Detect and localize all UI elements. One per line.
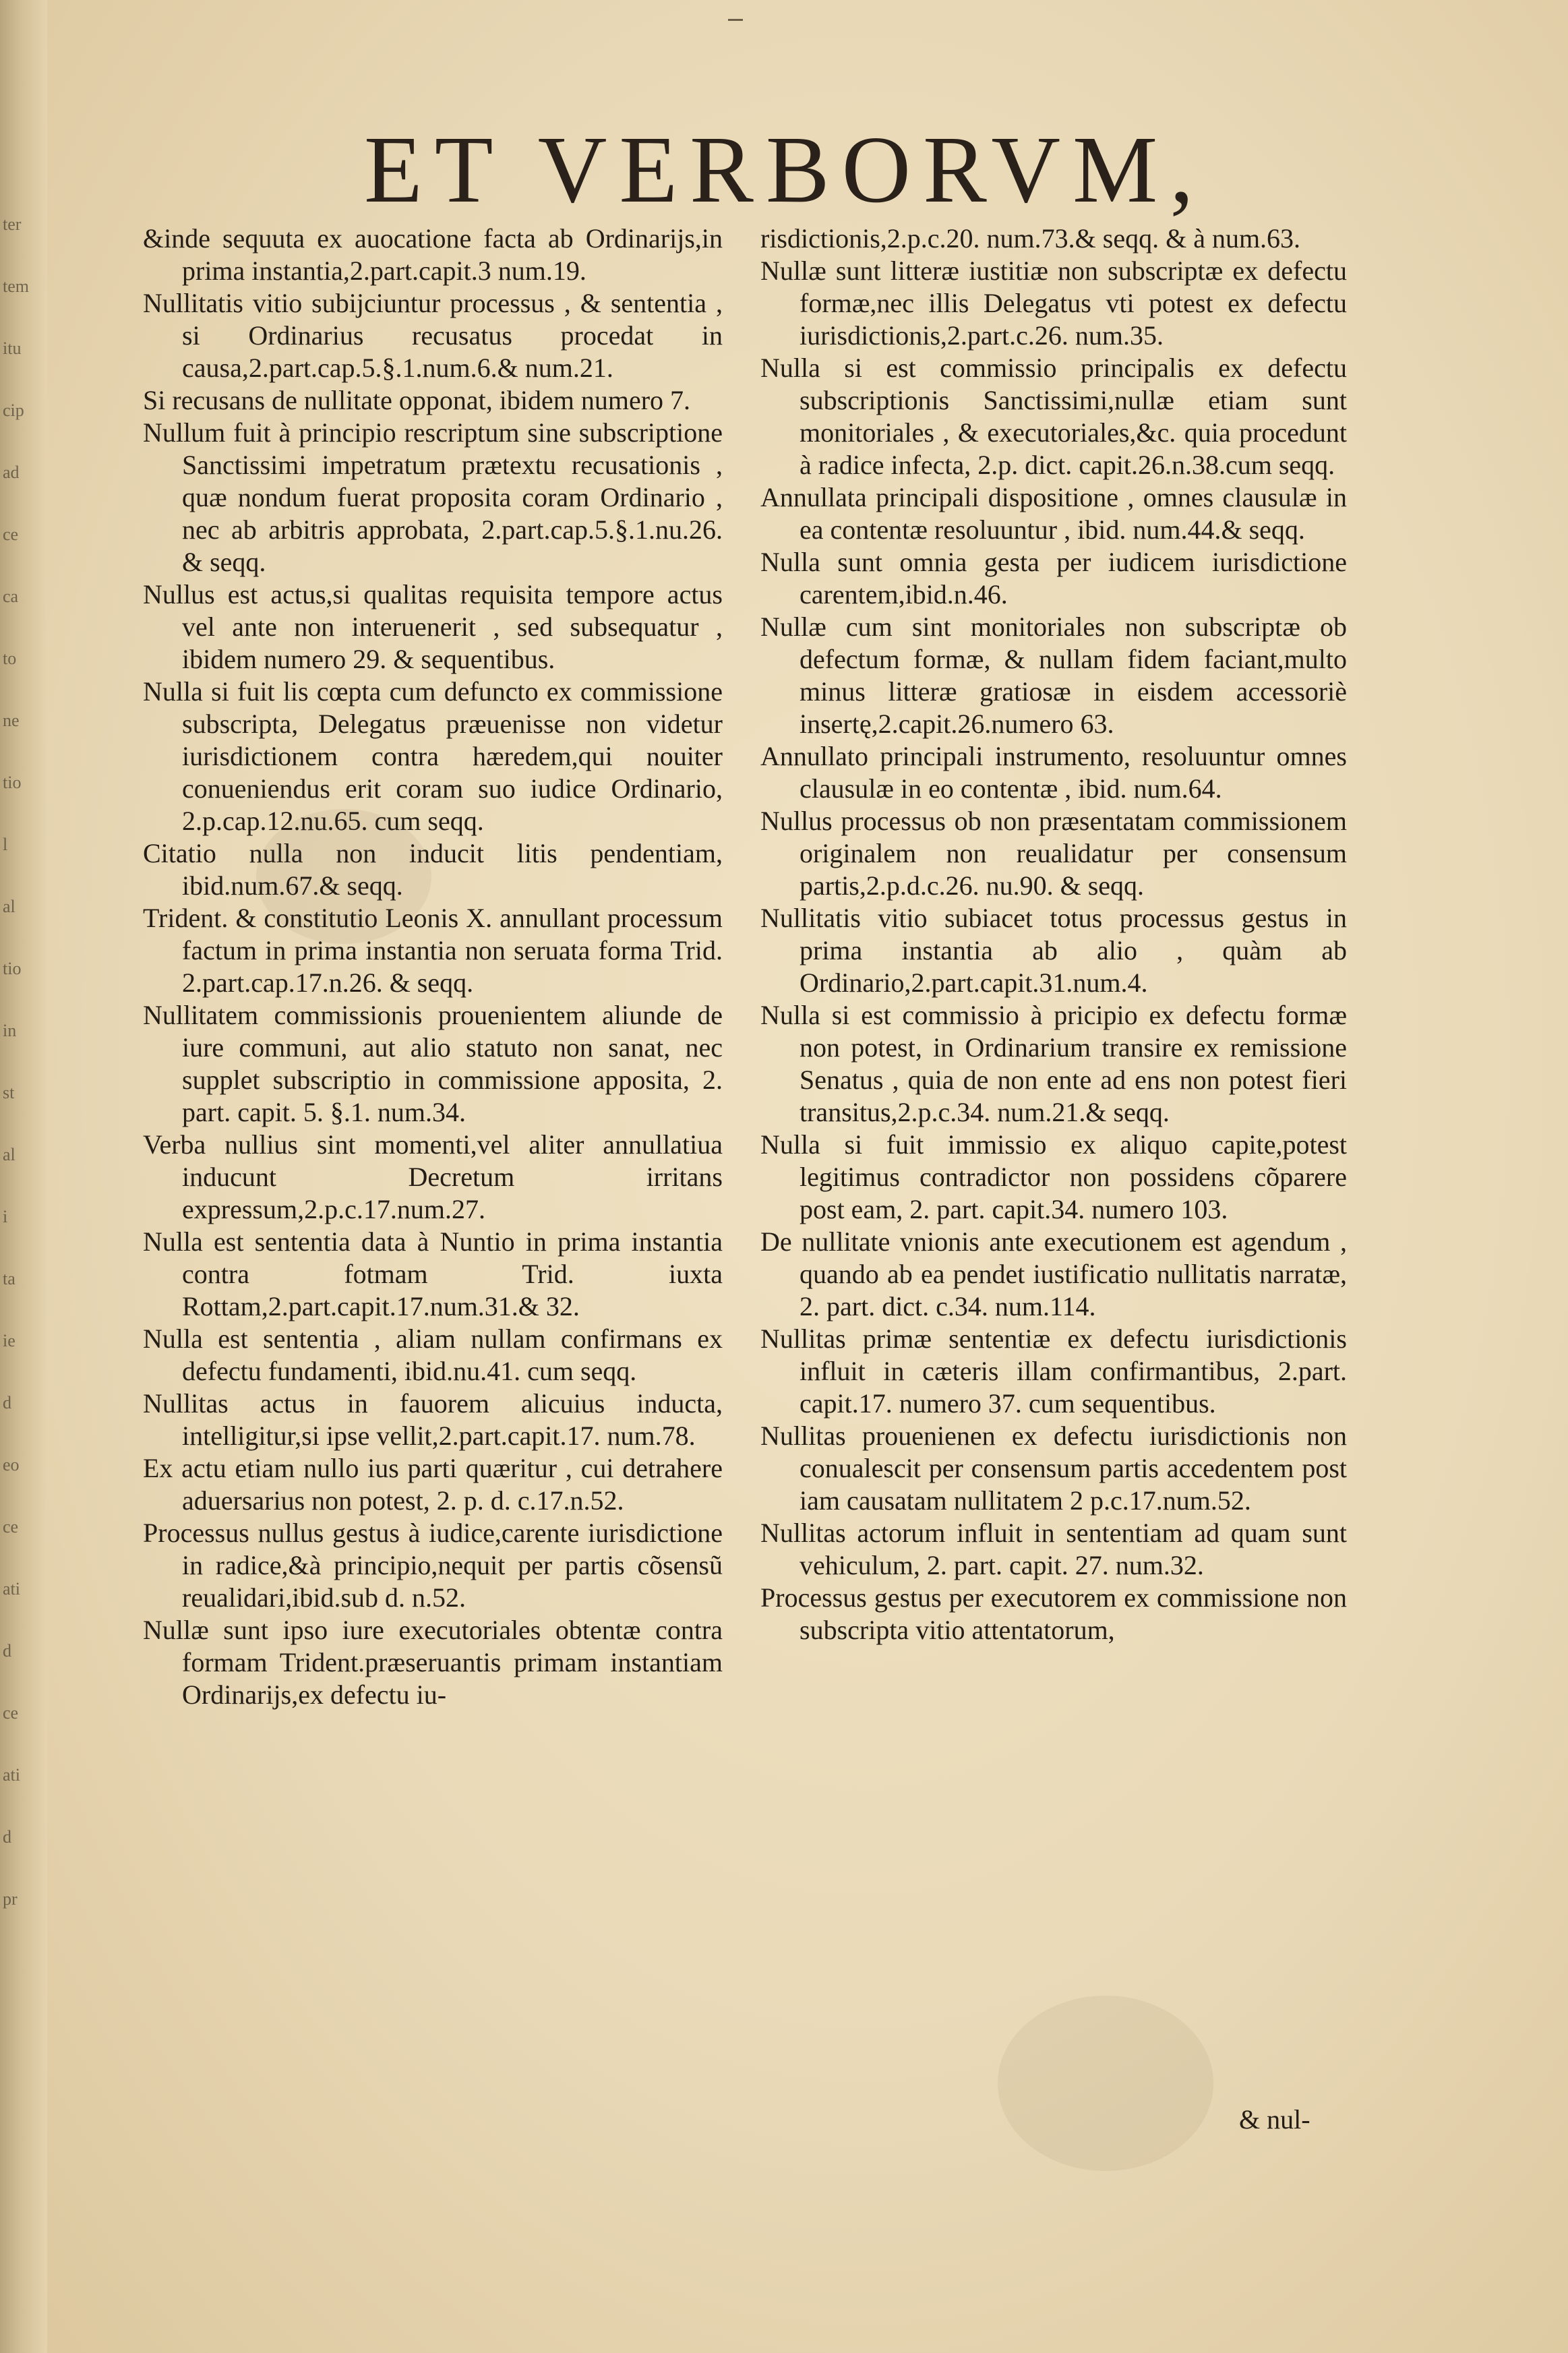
gutter-fragment: d — [3, 1641, 11, 1661]
gutter-fragment: ce — [3, 525, 19, 544]
index-entry: Nullitas actus in fauorem alicuius inducta, intelligitur,si ipse vellit,2.part.capit.17. num.78. — [143, 1388, 723, 1451]
page-top-mark — [728, 19, 743, 21]
gutter-fragment: al — [3, 1145, 16, 1164]
index-entry: risdictionis,2.p.c.20. num.73.& seqq. & à num.63. — [760, 223, 1301, 254]
index-entry: Nulla sunt omnia gesta per iudicem iurisdictione carentem,ibid.n.46. — [760, 547, 1347, 609]
gutter-fragment: ca — [3, 587, 19, 606]
index-entry: Nulla si fuit lis cœpta cum defuncto ex commissione subscripta, Delegatus præuenisse non videtur iurisdictionem contra hæredem,qui nouiter conueniendus erit coram suo iudice Ordinario, 2.p.cap.12.nu.65. cum seqq. — [143, 676, 723, 836]
index-entry: Nulla est sententia , aliam nullam confirmans ex defectu fundamenti, ibid.nu.41. cum seqq. — [143, 1323, 723, 1386]
page-gutter — [0, 0, 47, 2353]
index-entry: Nulla si fuit immissio ex aliquo capite,potest legitimus contradictor non possidens cõparere post eam, 2. part. capit.34. numero 103. — [760, 1129, 1347, 1224]
gutter-fragment: ce — [3, 1517, 19, 1537]
gutter-fragment: d — [3, 1393, 11, 1412]
gutter-fragment: ne — [3, 711, 20, 730]
index-entry: Nullitatis vitio subijciuntur processus , & sententia , si Ordinarius recusatus procedat in causa,2.part.cap.5.§.1.num.6.& num.21. — [143, 288, 723, 383]
index-entry: Nullus est actus,si qualitas requisita tempore actus vel ante non interuenerit , sed subsequatur , ibidem numero 29. & sequentibus. — [143, 579, 723, 674]
gutter-fragment: d — [3, 1827, 11, 1847]
gutter-fragment: ce — [3, 1703, 19, 1723]
gutter-fragment: ati — [3, 1579, 20, 1599]
gutter-fragment: itu — [3, 338, 22, 358]
index-entry: Verba nullius sint momenti,vel aliter annullatiua inducunt Decretum irritans expressum,2.p.c.17.num.27. — [143, 1129, 723, 1224]
gutter-fragment: pr — [3, 1889, 18, 1909]
index-entry: Ex actu etiam nullo ius parti quæritur , cui detrahere aduersarius non potest, 2. p. d. c.17.n.52. — [143, 1453, 723, 1516]
gutter-fragment: l — [3, 835, 8, 854]
index-entry: Nulla si est commissio principalis ex defectu subscriptionis Sanctissimi,nullæ etiam sunt monitoriales , & executoriales,&c. quia procedunt à radice infecta, 2.p. dict. capit.26.n.38.cum seqq. — [760, 353, 1347, 480]
paper-stain — [998, 1996, 1213, 2171]
index-entry: Nullus processus ob non præsentatam commissionem originalem non reualidatur per consensum partis,2.p.d.c.26. nu.90. & seqq. — [760, 806, 1347, 901]
index-entry: Processus gestus per executorem ex commissione non subscripta vitio attentatorum, — [760, 1582, 1347, 1645]
index-entry: Nulla si est commissio à pricipio ex defectu formæ non potest, in Ordinarium transire ex remissione Senatus , quia de non ente ad ens non potest fieri transitus,2.p.c.34. num.21.& seqq. — [760, 1000, 1347, 1127]
running-title: ET VERBORVM, — [364, 116, 1206, 222]
gutter-fragment: st — [3, 1083, 15, 1102]
index-entry: Nullæ cum sint monitoriales non subscriptæ ob defectum formæ, & nullam fidem faciant,multo minus litteræ gratiosæ in eisdem accessoriè insertę,2.capit.26.numero 63. — [760, 612, 1347, 739]
index-entry: Nullitas prouenienen ex defectu iurisdictionis non conualescit per consensum partis accedentem post iam causatam nullitatem 2 p.c.17.num.52. — [760, 1421, 1347, 1516]
index-entry: Annullato principali instrumento, resoluuntur omnes clausulæ in eo contentæ , ibid. num.64. — [760, 741, 1347, 804]
index-entry: Nullæ sunt ipso iure executoriales obtentæ contra formam Trident.præseruantis primam instantiam Ordinarijs,ex defectu iu- — [143, 1615, 723, 1710]
gutter-fragment: tio — [3, 773, 22, 792]
index-entry: Nullæ sunt litteræ iustitiæ non subscriptæ ex defectu formæ,nec illis Delegatus vti potest ex defectu iurisdictionis,2.part.c.26. num.35. — [760, 256, 1347, 351]
gutter-fragment: i — [3, 1207, 8, 1226]
index-entry: Nulla est sententia data à Nuntio in prima instantia contra fotmam Trid. iuxta Rottam,2.part.capit.17.num.31.& 32. — [143, 1226, 723, 1321]
index-entry: Nullitatem commissionis prouenientem aliunde de iure communi, aut alio statuto non sanat, nec supplet subscriptio in commissione apposita, 2. part. capit. 5. §.1. num.34. — [143, 1000, 723, 1127]
index-entry: &inde sequuta ex auocatione facta ab Ordinarijs,in prima instantia,2.part.capit.3 num.19. — [143, 223, 723, 286]
gutter-fragment: tem — [3, 276, 29, 296]
index-entry: Si recusans de nullitate opponat, ibidem numero 7. — [143, 385, 691, 415]
catchword: & nul- — [1239, 2104, 1310, 2135]
index-entry: Nullitas primæ sententiæ ex defectu iurisdictionis influit in cæteris illam confirmantibus, 2.part. capit.17. numero 37. cum sequentibus. — [760, 1323, 1347, 1419]
index-entry: Nullitas actorum influit in sententiam ad quam sunt vehiculum, 2. part. capit. 27. num.32. — [760, 1518, 1347, 1580]
index-entry: Processus nullus gestus à iudice,carente iurisdictione in radice,&à principio,nequit per partis cõsensũ reualidari,ibid.sub d. n.52. — [143, 1518, 723, 1613]
gutter-fragment: to — [3, 649, 17, 668]
gutter-fragment: ad — [3, 463, 20, 482]
index-column-left — [143, 222, 723, 1711]
index-entry: Trident. & constitutio Leonis X. annullant processum factum in prima instantia non seruata forma Trid. 2.part.cap.17.n.26. & seqq. — [143, 903, 723, 998]
index-entry: Annullata principali dispositione , omnes clausulæ in ea contentæ resoluuntur , ibid. num.44.& seqq. — [760, 482, 1347, 545]
gutter-fragment: ie — [3, 1331, 16, 1350]
gutter-fragment: ter — [3, 214, 22, 234]
index-entry: Nullum fuit à principio rescriptum sine subscriptione Sanctissimi impetratum prætextu recusationis , quæ nondum fuerat proposita coram Ordinario , nec ab arbitris approbata, 2.part.cap.5.§.1.nu.26. & seqq. — [143, 417, 723, 577]
gutter-fragment: ta — [3, 1269, 16, 1288]
index-entry: De nullitate vnionis ante executionem est agendum , quando ab ea pendet iustificatio nullitatis narratæ, 2. part. dict. c.34. num.114. — [760, 1226, 1347, 1321]
index-column-right — [760, 222, 1347, 1646]
index-entry: Nullitatis vitio subiacet totus processus gestus in prima instantia ab alio , quàm ab Ordinario,2.part.capit.31.num.4. — [760, 903, 1347, 998]
index-entry: Citatio nulla non inducit litis pendentiam, ibid.num.67.& seqq. — [143, 838, 723, 901]
gutter-fragment: al — [3, 897, 16, 916]
gutter-fragment: ati — [3, 1765, 20, 1785]
gutter-fragment: cip — [3, 400, 24, 420]
gutter-fragment: eo — [3, 1455, 20, 1475]
gutter-fragment: tio — [3, 959, 22, 978]
gutter-fragment: in — [3, 1021, 17, 1040]
